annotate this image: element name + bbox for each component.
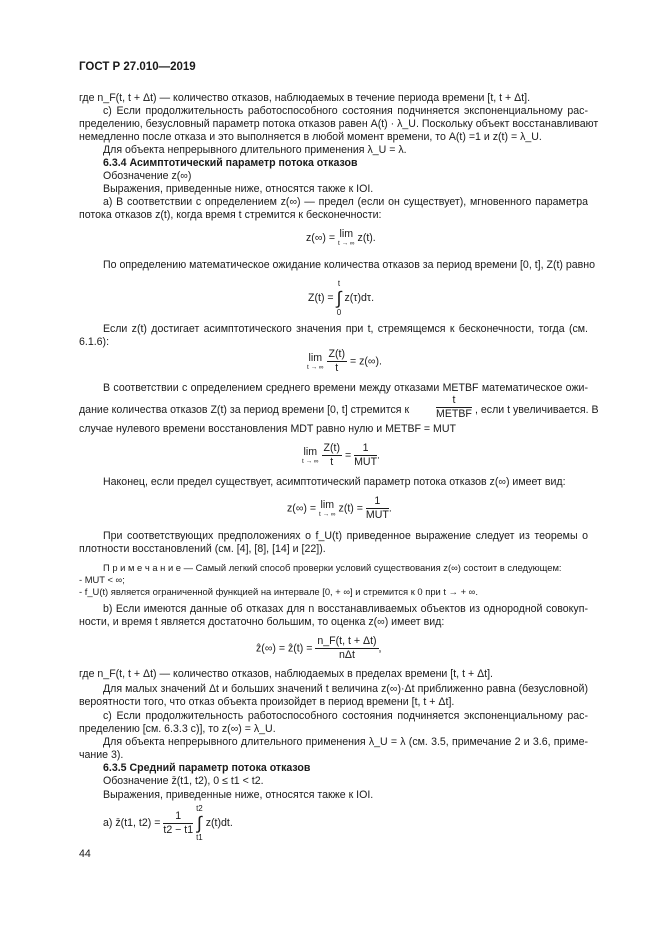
eq-text: 1 (163, 810, 193, 824)
text-line: пределению, безусловный параметр потока отказов равен A(t) · λ_U. Поскольку объект восстанавливают (79, 118, 599, 130)
eq-text: . (388, 502, 392, 515)
equation-7 (256, 635, 382, 662)
equation-5 (302, 442, 380, 469)
limit-operator (319, 499, 336, 519)
eq-text: 1 (366, 495, 389, 509)
eq-text: lim (308, 351, 323, 364)
text-line: пределению [см. 6.3.3 c)], то z(∞) = λ_U. (79, 723, 276, 735)
eq-text: 1 (354, 442, 377, 456)
equation-6 (287, 495, 392, 522)
text-line: Обозначение z̄(t1, t2), 0 ≤ t1 < t2. (103, 775, 264, 787)
text-line: случае нулевого времени восстановления MDT равно нулю и METBF = MUT (79, 423, 456, 435)
eq-text: z(t) = (338, 502, 363, 515)
text-line: c) Если продолжительность работоспособного состояния подчиняется экспоненциальному рас- (103, 710, 588, 722)
eq-text: t (335, 362, 339, 374)
fraction (322, 442, 342, 469)
fraction (315, 635, 378, 662)
text-line: 6.1.6): (79, 336, 110, 348)
text-line: c) Если продолжительность работоспособного состояния подчиняется экспоненциальному рас- (103, 105, 588, 117)
equation-3 (307, 348, 382, 375)
text-line: немедленно после отказа и это выполняется в любой момент времени, то A(t) =1 и z(t) = λ_U. (79, 131, 542, 143)
section-heading: 6.3.4 Асимптотический параметр потока отказов (103, 157, 358, 169)
eq-text: lim (320, 498, 335, 511)
eq-text: = z(∞). (349, 355, 382, 368)
text-line: Наконец, если предел существует, асимптотический параметр потока отказов z(∞) имеет вид: (103, 476, 566, 488)
eq-text: MUT (365, 509, 389, 521)
eq-text: MUT (354, 456, 378, 468)
eq-text: , (378, 642, 382, 655)
text-line: вероятности того, что отказ объекта произойдет в период времени [t, t + Δt]. (79, 696, 455, 708)
eq-text: Z(t) = (308, 292, 334, 304)
eq-text: METBF (436, 408, 472, 420)
eq-text: z(∞) = (287, 502, 317, 515)
integral (196, 803, 203, 843)
eq-text: t2 − t1 (163, 823, 194, 836)
limit-operator (307, 352, 324, 372)
eq-text: Z(t) (323, 442, 340, 454)
text-line: где n_F(t, t + Δt) — количество отказов, наблюдаемых в течение периода времени [t, t + Δt]. (79, 92, 531, 104)
fraction (354, 442, 377, 469)
eq-text: z(τ)dτ. (344, 292, 375, 304)
eq-text: t (337, 279, 341, 288)
section-heading: 6.3.5 Средний параметр потока отказов (103, 762, 311, 774)
fraction (436, 394, 472, 421)
inline-fraction (436, 394, 472, 421)
text-line: Для объекта непрерывного длительного применения λ_U = λ (см. 3.5, примечание 2 и 3.6, приме- (103, 736, 588, 748)
note-line: П р и м е ч а н и е — Самый легкий способ проверки условий существования z(∞) состоит в следующем: (103, 562, 562, 573)
equation-2 (308, 278, 374, 318)
eq-text: t → ∞ (338, 240, 355, 247)
text-line: Выражения, приведенные ниже, относятся также к IOI. (103, 789, 374, 801)
text-line: Выражения, приведенные ниже, относятся также к IOI. (103, 183, 374, 195)
eq-text: a) (103, 817, 113, 829)
text-line: , если t увеличивается. В (475, 404, 599, 416)
eq-text: . (377, 449, 380, 462)
eq-text: n_F(t, t + Δt) (317, 635, 377, 647)
eq-text: = (344, 449, 352, 462)
text-line: ности, и время t является достаточно большим, то оценка z(∞) имеет вид: (79, 616, 445, 628)
eq-text: z(t). (357, 231, 376, 244)
fraction (163, 810, 193, 837)
eq-text: z(∞) = (306, 231, 336, 244)
equation-1 (306, 228, 376, 248)
text-line: a) В соответствии с определением z(∞) — предел (если он существует), мгновенного параметра (103, 196, 588, 208)
eq-text: t2 (196, 804, 203, 813)
text-line: Для малых значений Δt и больших значений t величина z(∞)·Δt приближенно равна (безусловной) (103, 683, 588, 695)
eq-text: t → ∞ (307, 363, 324, 371)
equation-8 (103, 803, 233, 843)
page-number: 44 (79, 848, 91, 860)
eq-text: t → ∞ (302, 457, 319, 465)
text-line: В соответствии с определением среднего времени между отказами METBF математическое ожи- (103, 382, 588, 394)
eq-text: t (436, 394, 472, 408)
fraction (366, 495, 389, 522)
limit-operator (302, 446, 319, 466)
limit-operator (338, 228, 355, 248)
text-line: При соответствующих предположениях о f_U(t) приведенное выражение следует из теоремы о (103, 530, 588, 542)
text-line: По определению математическое ожидание количества отказов за период времени [0, t], Z(t) равно (103, 259, 596, 271)
text-line: Для объекта непрерывного длительного применения λ_U = λ. (103, 144, 407, 156)
eq-text: t → ∞ (319, 510, 336, 518)
eq-text: t (330, 456, 334, 468)
text-line: дание количества отказов Z(t) за период времени [0, t] стремится к (79, 404, 410, 416)
integral (337, 278, 342, 318)
text-line: чание 3). (79, 749, 124, 761)
eq-text: z(t)dt. (205, 817, 233, 829)
integral-sign: ∫ (336, 288, 342, 308)
eq-text: lim (339, 228, 354, 240)
note-line: - f_U(t) является ограниченной функцией на интервале [0, + ∞] и стремится к 0 при t → + ∞. (79, 586, 478, 597)
eq-text: 0 (336, 308, 342, 317)
eq-text: z̄(t1, t2) = (115, 817, 161, 829)
text-line: плотности восстановлений (см. [4], [8], [14] и [22]). (79, 543, 326, 555)
text-line: b) Если имеются данные об отказах для n восстанавливаемых объектов из однородной совокуп- (103, 603, 588, 615)
text-line: Обозначение z(∞) (103, 170, 192, 182)
text-line: где n_F(t, t + Δt) — количество отказов, наблюдаемых в пределах времени [t, t + Δt]. (79, 668, 493, 680)
note-line: - MUT < ∞; (79, 574, 125, 585)
eq-text: Z(t) (328, 348, 345, 360)
eq-text: nΔt (338, 649, 355, 661)
fraction (327, 348, 347, 375)
integral-sign: ∫ (196, 813, 202, 833)
eq-text: t1 (196, 833, 203, 842)
eq-text: lim (303, 445, 318, 458)
eq-text: ẑ(∞) = ẑ(t) = (256, 642, 313, 655)
text-line: потока отказов z(t), когда время t стремится к бесконечности: (79, 209, 382, 221)
standard-header: ГОСТ Р 27.010—2019 (79, 61, 196, 73)
text-line: Если z(t) достигает асимптотического значения при t, стремящемся к бесконечности, тогда (см. (103, 323, 588, 335)
